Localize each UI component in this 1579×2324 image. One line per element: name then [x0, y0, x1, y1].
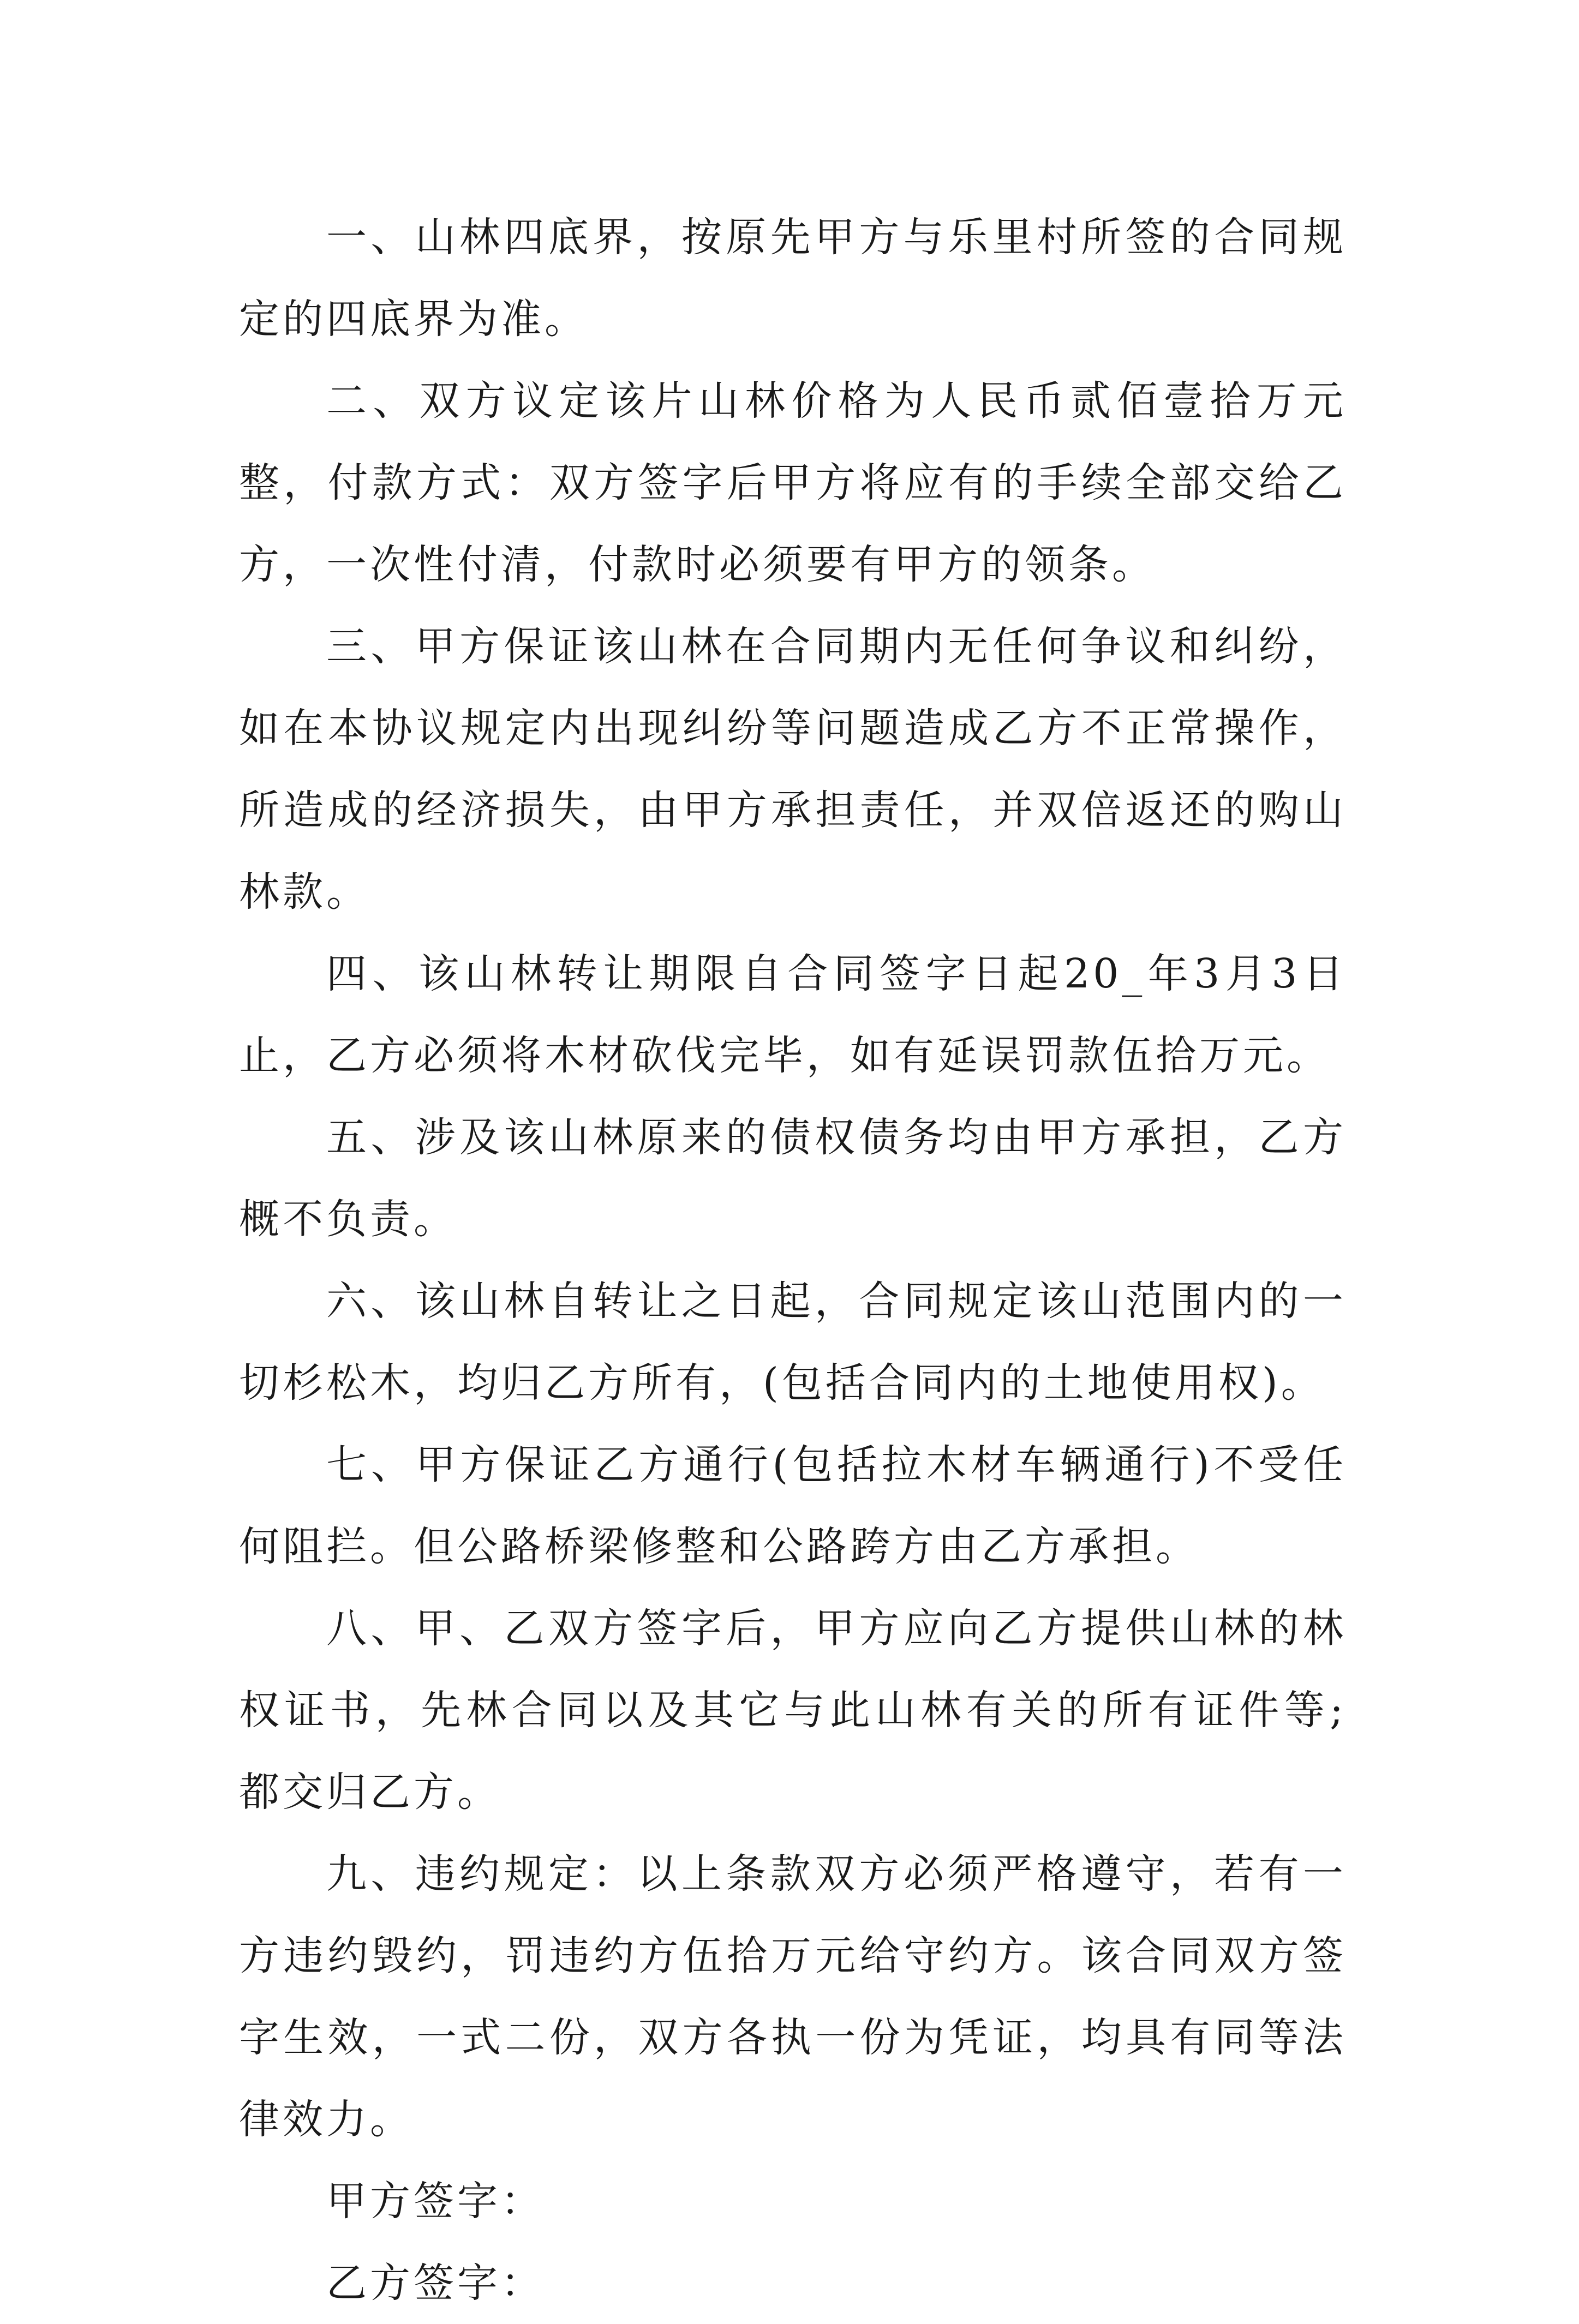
- clause-9: 九、违约规定：以上条款双方必须严格遵守，若有一方违约毁约，罚违约方伍拾万元给守约方。该合同双方签字生效，一式二份，双方各执一份为凭证，均具有同等法律效力。: [239, 1850, 1347, 2143]
- clause-8: 八、甲、乙双方签字后，甲方应向乙方提供山林的林权证书，先林合同以及其它与此山林有关的所有证件等;都交归乙方。: [239, 1605, 1347, 1816]
- clause-2: 二、双方议定该片山林价格为人民币贰佰壹拾万元整，付款方式：双方签字后甲方将应有的手续全部交给乙方，一次性付清，付款时必须要有甲方的领条。: [239, 378, 1347, 588]
- party-b-signature-label: 乙方签字：: [326, 2260, 545, 2307]
- clause-1: 一、山林四底界，按原先甲方与乐里村所签的合同规定的四底界为准。: [239, 214, 1347, 343]
- clause-5: 五、涉及该山林原来的债权债务均由甲方承担，乙方概不负责。: [239, 1114, 1347, 1243]
- clause-6: 六、该山林自转让之日起，合同规定该山范围内的一切杉松木，均归乙方所有，(包括合同内的土地使用权)。: [239, 1278, 1347, 1406]
- clause-3: 三、甲方保证该山林在合同期内无任何争议和纠纷，如在本协议规定内出现纠纷等问题造成乙方不正常操作，所造成的经济损失，由甲方承担责任，并双倍返还的购山林款。: [239, 623, 1347, 915]
- clause-4: 四、该山林转让期限自合同签字日起20_年3月3日止，乙方必须将木材砍伐完毕，如有延误罚款伍拾万元。: [239, 950, 1347, 1079]
- contract-body: [239, 196, 1347, 2324]
- clause-7: 七、甲方保证乙方通行(包括拉木材车辆通行)不受任何阻拦。但公路桥梁修整和公路跨方由乙方承担。: [239, 1441, 1347, 1570]
- party-a-signature-label: 甲方签字：: [326, 2178, 545, 2225]
